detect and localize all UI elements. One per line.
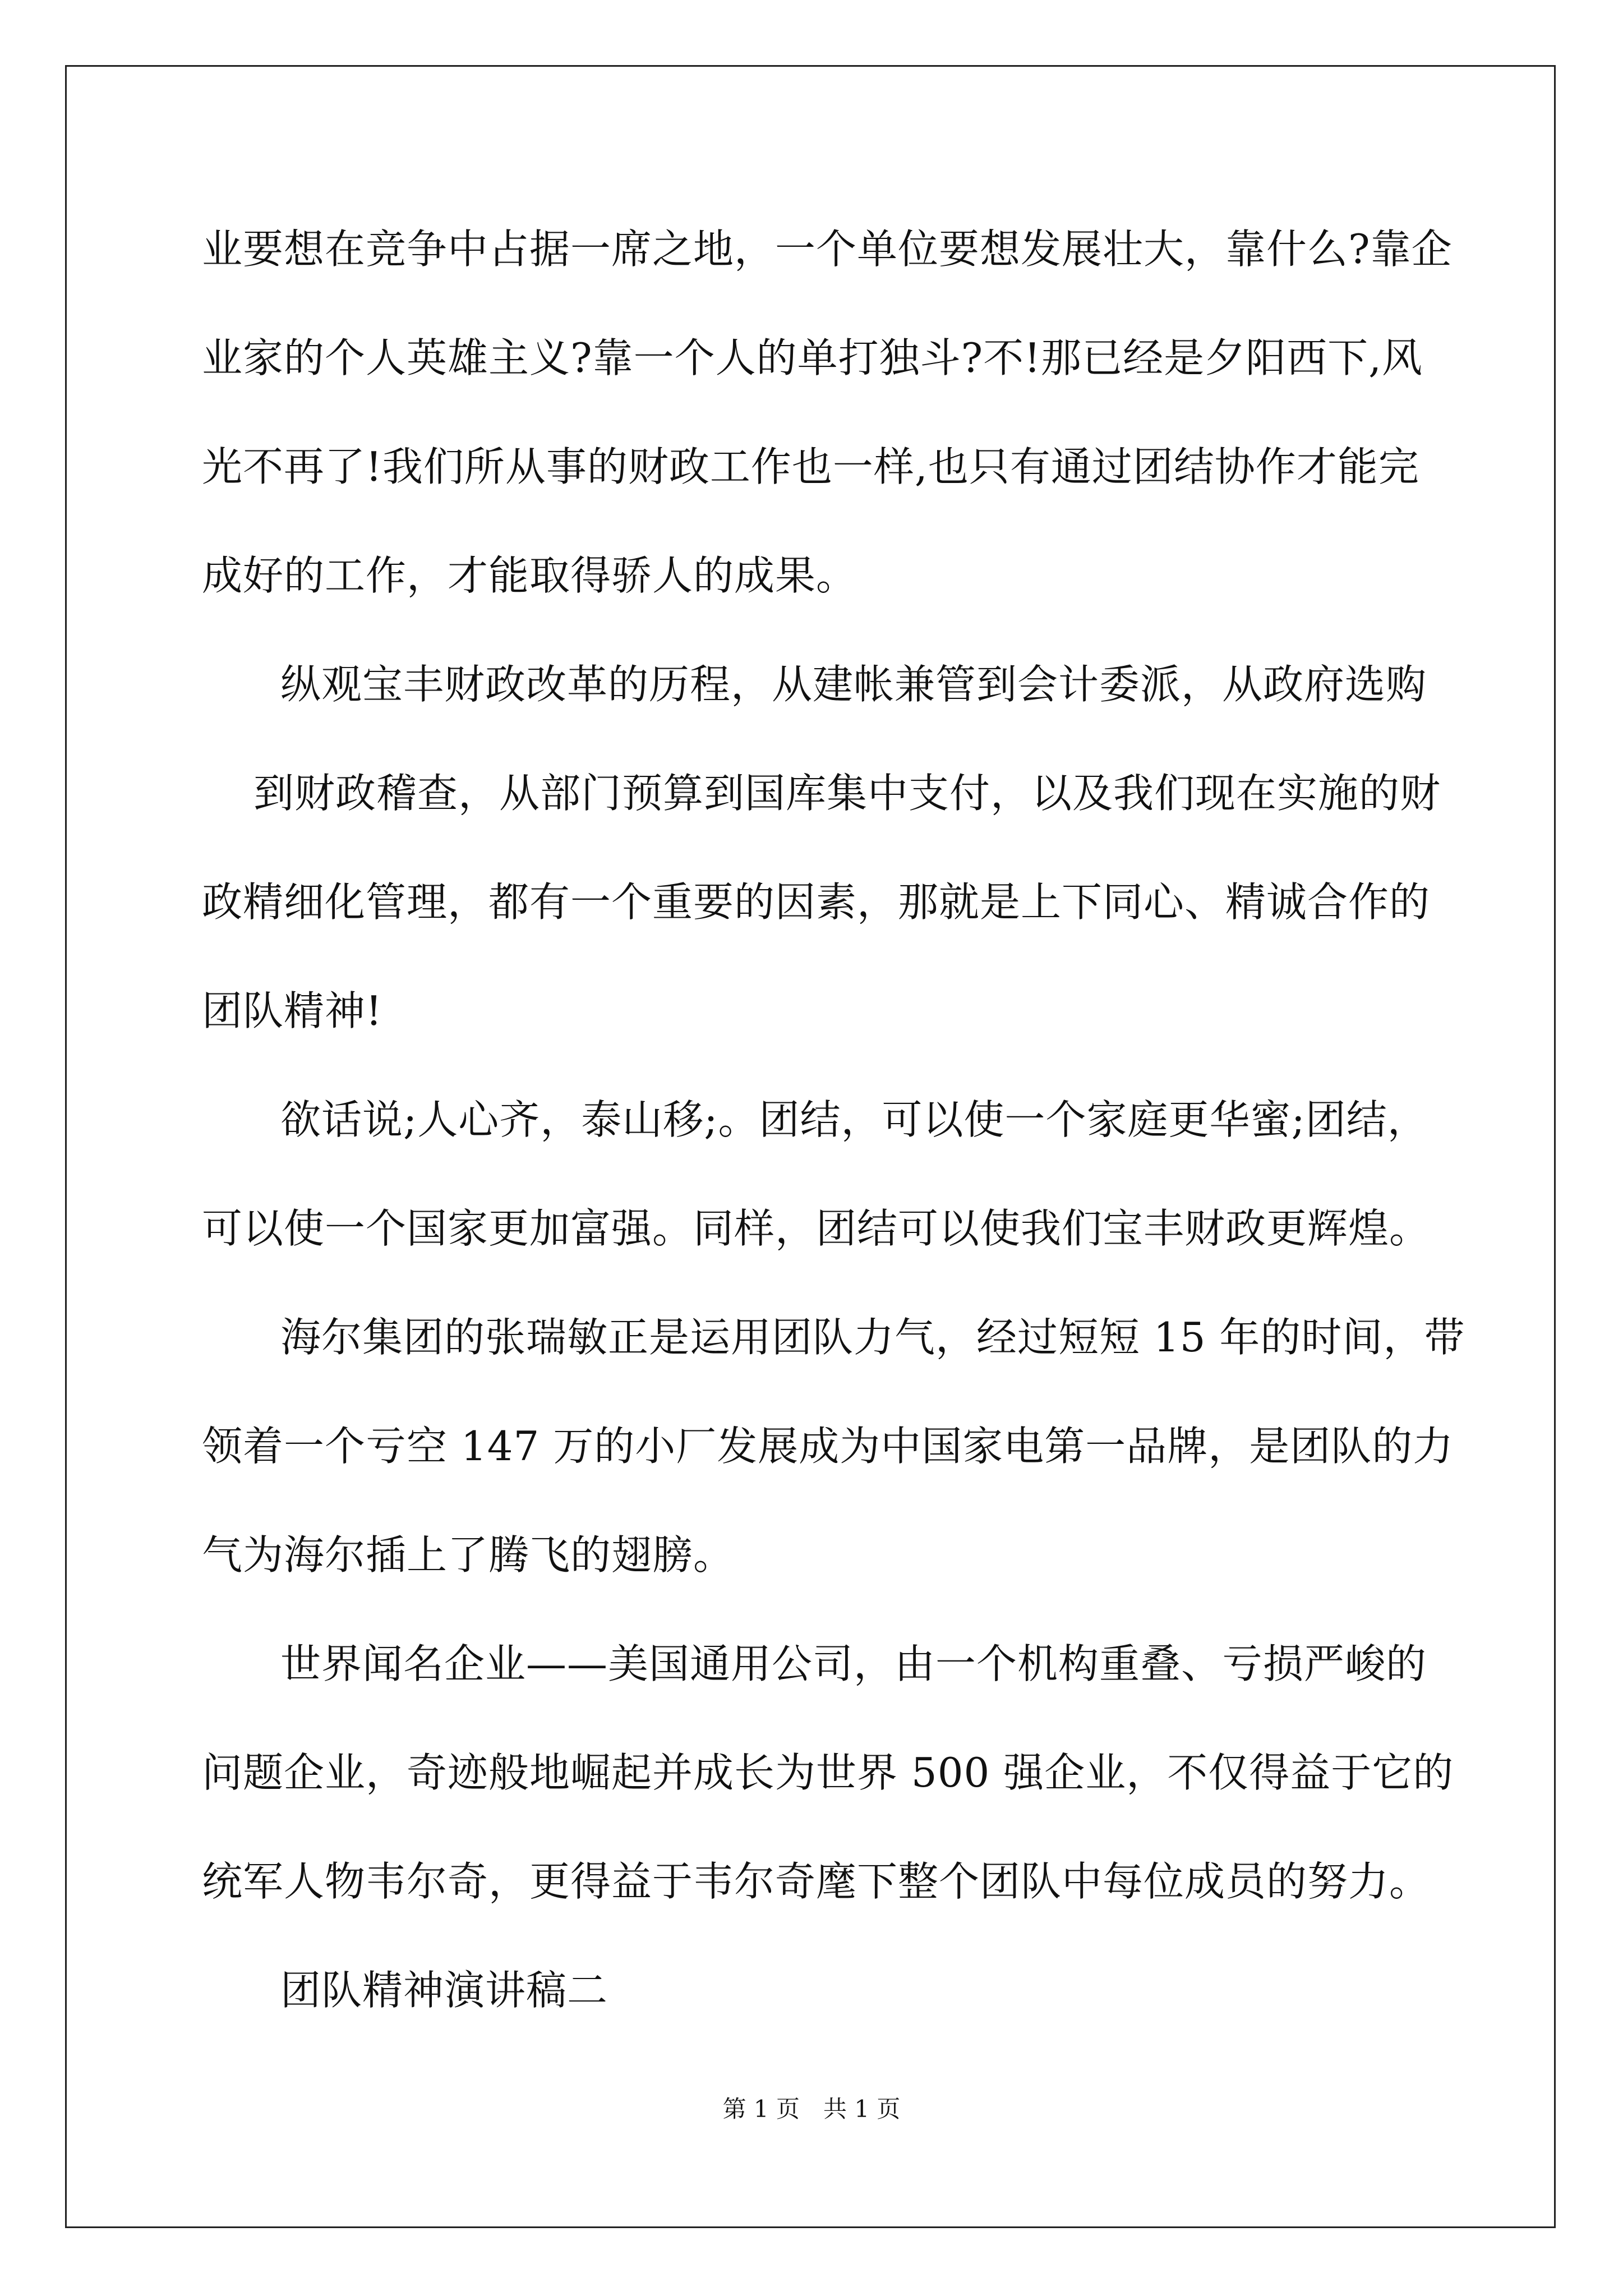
text-line: 团队精神! [202, 987, 382, 1034]
paragraph-first-line: 纵观宝丰财政改革的历程，从建帐兼管到会计委派，从政府选购 [280, 661, 1427, 708]
text-line: 到财政稽查，从部门预算到国库集中支付，以及我们现在实施的财 [253, 770, 1441, 817]
text-line: 业家的个人英雄主义?靠一个人的单打独斗?不!那已经是夕阳西下,风 [202, 334, 1423, 381]
text-line: 统军人物韦尔奇，更得益于韦尔奇麾下整个团队中每位成员的努力。 [202, 1858, 1431, 1905]
text-line: 领着一个亏空 147 万的小厂发展成为中国家电第一品牌，是团队的力 [202, 1423, 1454, 1470]
section-heading: 团队精神演讲稿二 [280, 1967, 608, 2014]
text-line: 光不再了!我们所从事的财政工作也一样,也只有通过团结协作才能完 [202, 443, 1419, 490]
text-line: 可以使一个国家更加富强。同样，团结可以使我们宝丰财政更辉煌。 [202, 1205, 1431, 1252]
page-footer: 第 1 页 共 1 页 [722, 2095, 901, 2123]
text-line: 业要想在竞争中占据一席之地，一个单位要想发展壮大，靠什么?靠企 [202, 226, 1453, 273]
text-line: 政精细化管理，都有一个重要的因素，那就是上下同心、精诚合作的 [202, 878, 1431, 926]
text-line: 问题企业，奇迹般地崛起并成长为世界 500 强企业，不仅得益于它的 [202, 1749, 1454, 1796]
text-line: 气为海尔插上了腾飞的翅膀。 [202, 1531, 735, 1579]
paragraph-first-line: 世界闻名企业——美国通用公司，由一个机构重叠、亏损严峻的 [280, 1640, 1427, 1687]
paragraph-first-line: 海尔集团的张瑞敏正是运用团队力气，经过短短 15 年的时间，带 [280, 1314, 1465, 1361]
paragraph-first-line: 欲话说;人心齐，泰山移;。团结，可以使一个家庭更华蜜;团结， [280, 1096, 1428, 1143]
text-line: 成好的工作，才能取得骄人的成果。 [202, 552, 857, 599]
